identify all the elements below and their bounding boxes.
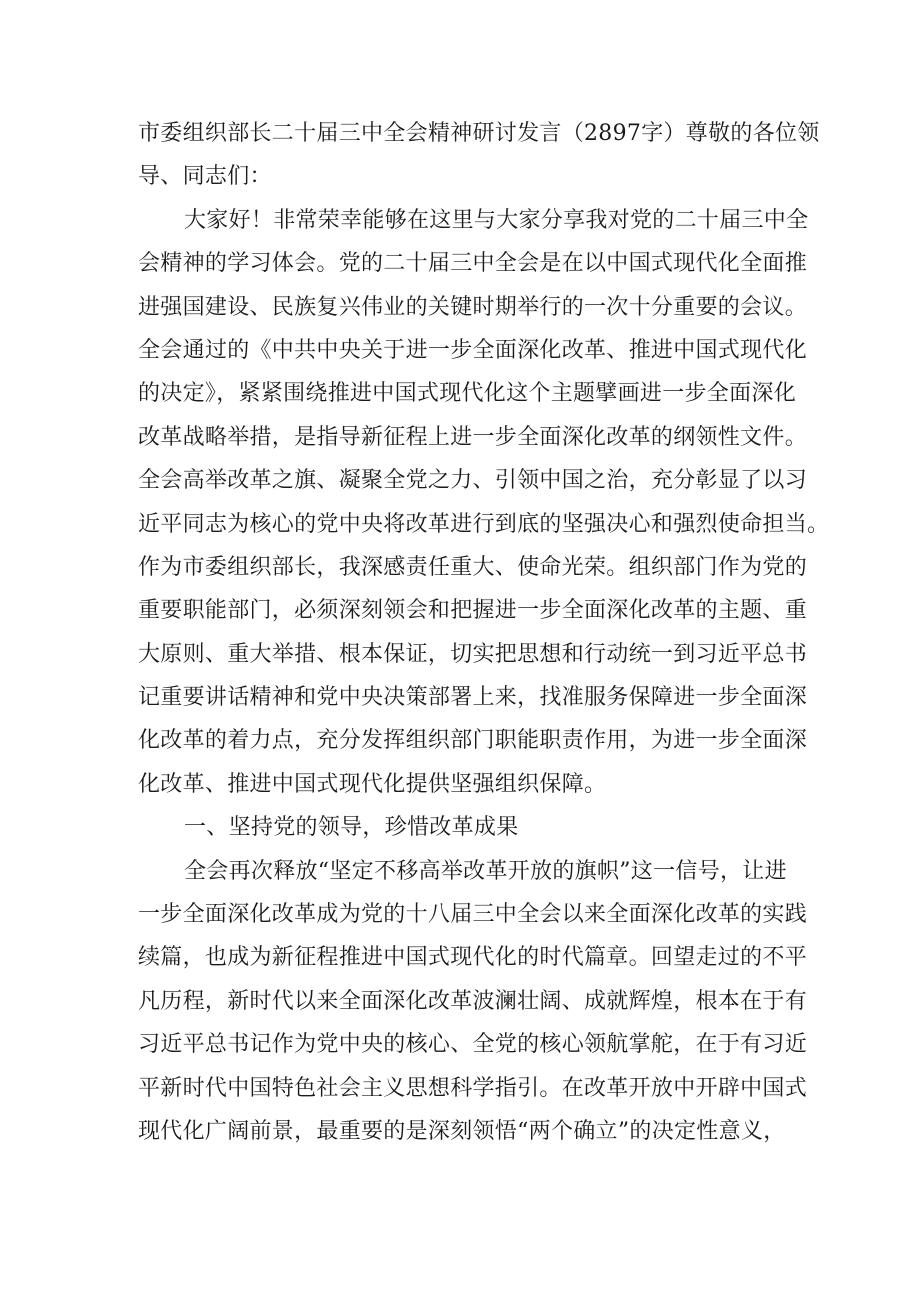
text-line: 化改革的着力点，充分发挥组织部门职能职责作用，为进一步全面深: [138, 728, 808, 754]
text-line: 一步全面深化改革成为党的十八届三中全会以来全面深化改革的实践: [138, 902, 808, 928]
text-line: 平新时代中国特色社会主义思想科学指引。在改革开放中开辟中国式: [138, 1075, 808, 1101]
text-line: 的决定》，紧紧围绕推进中国式现代化这个主题擘画进一步全面深化: [138, 381, 797, 407]
text-line: 改革战略举措，是指导新征程上进一步全面深化改革的纲领性文件。: [138, 424, 808, 450]
text-line: 市委组织部长二十届三中全会精神研讨发言（2897字）尊敬的各位领: [138, 121, 820, 146]
text-line: 重要职能部门，必须深刻领会和把握进一步全面深化改革的主题、重: [138, 598, 808, 624]
section-heading: 一、坚持党的领导，珍惜改革成果: [184, 815, 519, 841]
paragraph-start-line: 全会再次释放“坚定不移高举改革开放的旗帜”这一信号，让进: [184, 858, 787, 884]
text-line: 凡历程，新时代以来全面深化改革波澜壮阔、成就辉煌，根本在于有: [138, 988, 808, 1014]
text-line: 近平同志为核心的党中央将改革进行到底的坚强决心和强烈使命担当。: [138, 511, 830, 537]
text-line: 习近平总书记作为党中央的核心、全党的核心领航掌舵，在于有习近: [138, 1032, 808, 1058]
text-line: 现代化广阔前景，最重要的是深刻领悟“两个确立”的决定性意义，: [138, 1118, 786, 1144]
text-line: 大原则、重大举措、根本保证，切实把思想和行动统一到习近平总书: [138, 641, 808, 667]
text-line: 全会通过的《中共中央关于进一步全面深化改革、推进中国式现代化: [138, 337, 808, 363]
text-line: 记重要讲话精神和党中央决策部署上来，找准服务保障进一步全面深: [138, 685, 808, 711]
document-body: [138, 112, 830, 1153]
text-line: 全会高举改革之旗、凝聚全党之力、引领中国之治，充分彰显了以习: [138, 468, 808, 494]
text-line: 导、同志们：: [138, 164, 272, 190]
text-line: 进强国建设、民族复兴伟业的关键时期举行的一次十分重要的会议。: [138, 294, 808, 320]
text-line: 续篇，也成为新征程推进中国式现代化的时代篇章。回望走过的不平: [138, 945, 808, 971]
paragraph-start-line: 大家好！非常荣幸能够在这里与大家分享我对党的二十届三中全: [184, 207, 809, 233]
text-line: 化改革、推进中国式现代化提供坚强组织保障。: [138, 771, 607, 797]
text-line: 会精神的学习体会。党的二十届三中全会是在以中国式现代化全面推: [138, 251, 808, 277]
text-line: 作为市委组织部长，我深感责任重大、使命光荣。组织部门作为党的: [138, 554, 808, 580]
